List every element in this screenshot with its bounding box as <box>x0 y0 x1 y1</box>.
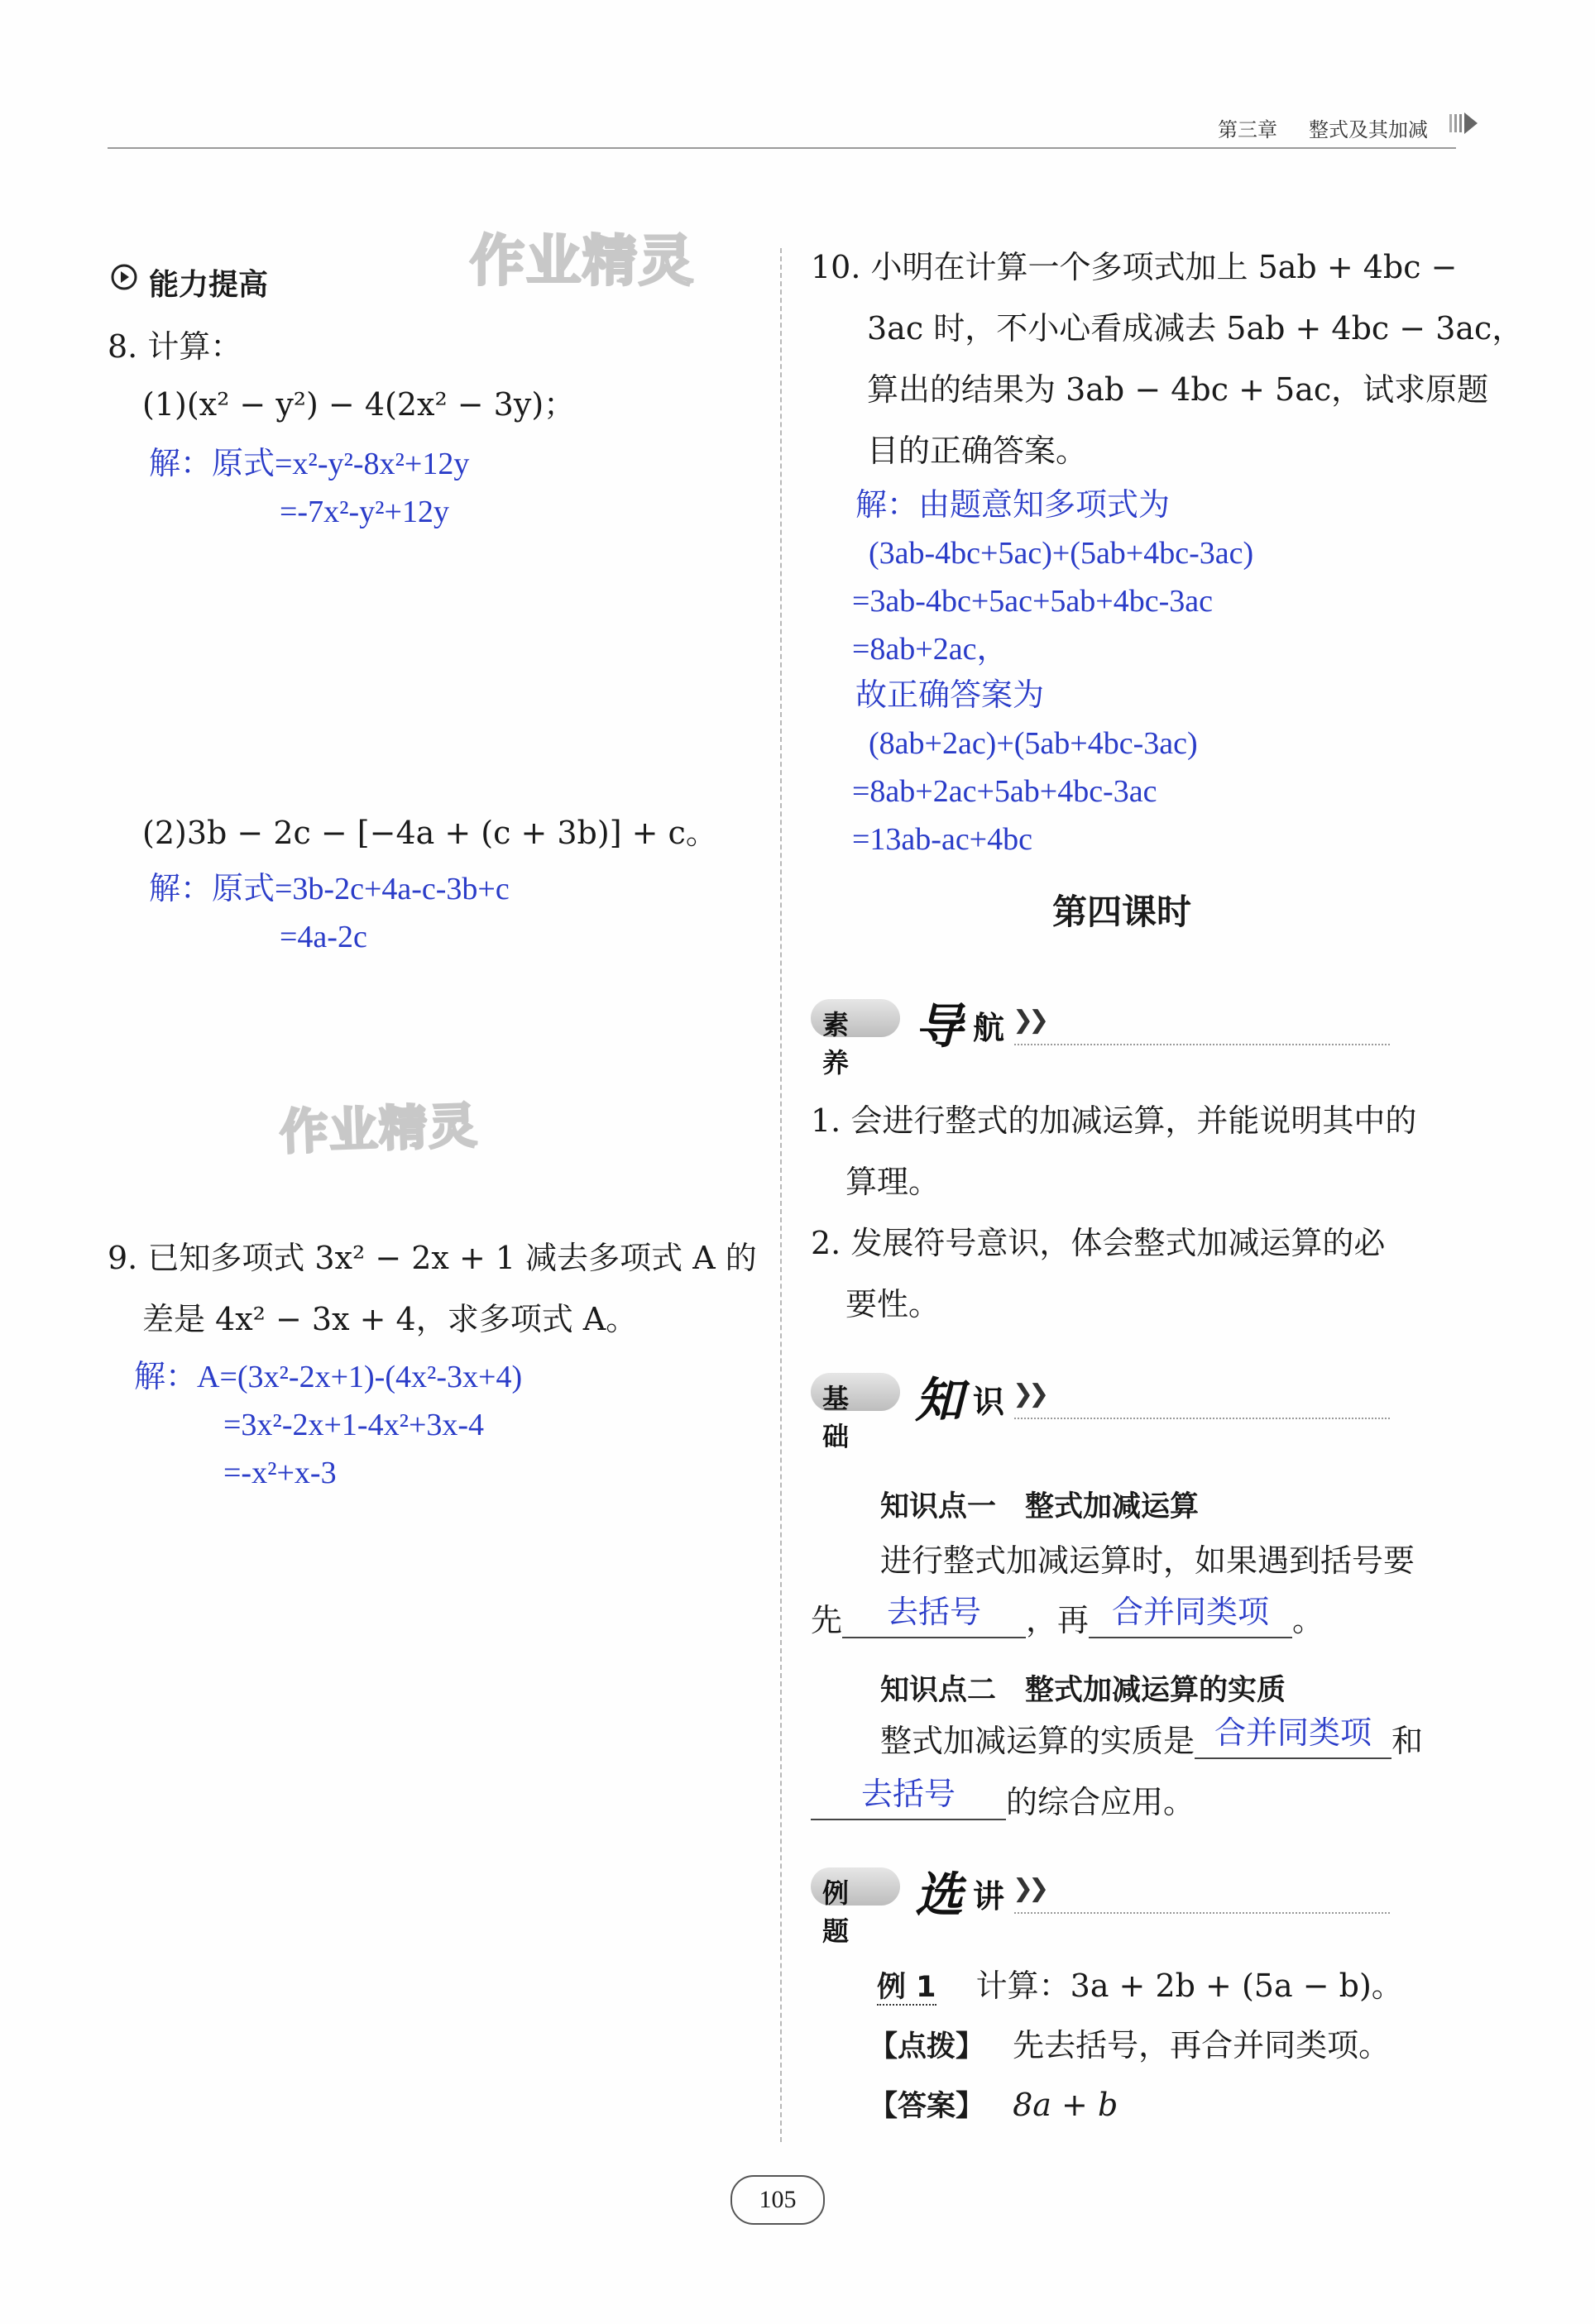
banner-small-char: 讲 <box>973 1878 1005 1915</box>
double-chevron-icon: ❯❯ <box>1013 1006 1045 1035</box>
text: ，再 <box>1026 1602 1090 1638</box>
banner-big-char: 知 <box>915 1372 964 1428</box>
goal-line: 要性。 <box>845 1286 941 1322</box>
answer-line: 解：原式=x²-y²-8x²+12y <box>149 447 470 481</box>
answer-line: =13ab-ac+4bc <box>852 822 1032 857</box>
blank-answer: 合并同类项 <box>1214 1716 1372 1751</box>
answer-line: =-7x²-y²+12y <box>280 495 449 529</box>
header-rule <box>108 147 1456 149</box>
banner-pill-text: 素养 <box>822 1009 851 1078</box>
example-text: 计算：3a + 2b + (5a − b)。 <box>975 1968 1403 2004</box>
blank-answer: 合并同类项 <box>1112 1595 1270 1630</box>
question-9-line-1: 9. 已知多项式 3x² − 2x + 1 减去多项式 A 的 <box>108 1240 757 1276</box>
answer-line: =8ab+2ac+5ab+4bc-3ac <box>852 774 1157 809</box>
goal-line: 算理。 <box>845 1164 941 1200</box>
answer-line: 解：由题意知多项式为 <box>855 488 1171 523</box>
fill-blank <box>1195 1716 1391 1759</box>
answer-line: (8ab+2ac)+(5ab+4bc-3ac) <box>869 726 1198 761</box>
example-label: 例 1 <box>877 1971 936 2004</box>
hint-text: 先去括号，再合并同类项。 <box>1013 2027 1391 2063</box>
hint-label: 【点拨】 <box>869 2030 985 2063</box>
knowledge-point-2-title: 知识点二 整式加减运算的实质 <box>880 1674 1286 1707</box>
banner-pill-text: 基础 <box>822 1383 851 1452</box>
answer-line: 解：A=(3x²-2x+1)-(4x²-3x+4) <box>134 1360 523 1394</box>
double-chevron-icon: ❯❯ <box>1013 1380 1045 1408</box>
banner-small-char: 识 <box>973 1384 1005 1420</box>
answer-line: =-x²+x-3 <box>223 1456 337 1490</box>
double-chevron-icon: ❯❯ <box>1013 1874 1045 1903</box>
section-title: 能力提高 <box>149 268 269 302</box>
knowledge-point-1-text: 进行整式加减运算时，如果遇到括号要 <box>880 1542 1415 1579</box>
blank-answer: 去括号 <box>887 1595 982 1630</box>
text: 整式加减运算的实质是 <box>880 1723 1195 1759</box>
question-10-line: 算出的结果为 3ab − 4bc + 5ac，试求原题 <box>867 371 1489 408</box>
goal-line: 1. 会进行整式的加减运算，并能说明其中的 <box>811 1102 1417 1139</box>
knowledge-point-1-title: 知识点一 整式加减运算 <box>880 1490 1200 1523</box>
fill-blank <box>842 1595 1026 1638</box>
fill-blank <box>811 1777 1006 1820</box>
watermark: 作业精灵 <box>470 229 695 293</box>
knowledge-point-2-fill-cont <box>811 1777 1195 1820</box>
answer-line: =4a-2c <box>280 920 367 954</box>
section-icon <box>110 263 138 294</box>
example-hint <box>869 2027 1391 2063</box>
knowledge-point-1-fill <box>811 1595 1324 1638</box>
banner-small-char: 航 <box>973 1010 1005 1046</box>
text: 。 <box>1292 1602 1324 1638</box>
example-answer <box>869 2089 1118 2121</box>
question-9-line-2: 差是 4x² − 3x + 4，求多项式 A。 <box>142 1301 638 1337</box>
question-10-line: 3ac 时，不小心看成减去 5ab + 4bc − 3ac， <box>867 310 1524 347</box>
text: 的综合应用。 <box>1006 1784 1195 1820</box>
knowledge-point-2-fill <box>880 1716 1424 1759</box>
blank-answer: 去括号 <box>860 1777 956 1812</box>
answer-line: =8ab+2ac， <box>852 632 1008 667</box>
chapter-title: 整式及其加减 <box>1309 118 1428 141</box>
question-10-line: 目的正确答案。 <box>867 433 1088 469</box>
text: 先 <box>811 1602 843 1638</box>
question-8-part-2: (2)3b − 2c − [−4a + (c + 3b)] + c。 <box>142 815 717 851</box>
answer-line: (3ab-4bc+5ac)+(5ab+4bc-3ac) <box>869 536 1254 571</box>
question-8-part-1: (1)(x² − y²) − 4(2x² − 3y)； <box>142 386 576 423</box>
banner-pill-text: 例题 <box>822 1877 851 1947</box>
chapter-arrow-icon <box>1449 111 1482 139</box>
page-number: 105 <box>730 2175 825 2225</box>
question-10-line: 10. 小明在计算一个多项式加上 5ab + 4bc − <box>811 249 1458 285</box>
chapter-label: 第三章 <box>1218 118 1277 141</box>
column-divider <box>780 248 782 2142</box>
banner-big-char: 选 <box>915 1867 964 1923</box>
question-8-label: 8. 计算： <box>108 328 242 365</box>
answer-line: =3x²-2x+1-4x²+3x-4 <box>223 1408 485 1442</box>
goal-line: 2. 发展符号意识，体会整式加减运算的必 <box>811 1225 1386 1261</box>
answer-label: 【答案】 <box>869 2090 985 2123</box>
example-1 <box>877 1970 1403 2002</box>
watermark: 作业精灵 <box>279 1097 480 1161</box>
banner-big-char: 导 <box>915 998 964 1054</box>
answer-text: 8a + b <box>1013 2087 1118 2123</box>
answer-line: =3ab-4bc+5ac+5ab+4bc-3ac <box>852 584 1213 619</box>
fill-blank <box>1089 1595 1292 1638</box>
text: 和 <box>1391 1723 1424 1759</box>
answer-line: 解：原式=3b-2c+4a-c-3b+c <box>149 872 510 906</box>
lesson-title: 第四课时 <box>1052 892 1192 932</box>
answer-line: 故正确答案为 <box>855 678 1045 713</box>
